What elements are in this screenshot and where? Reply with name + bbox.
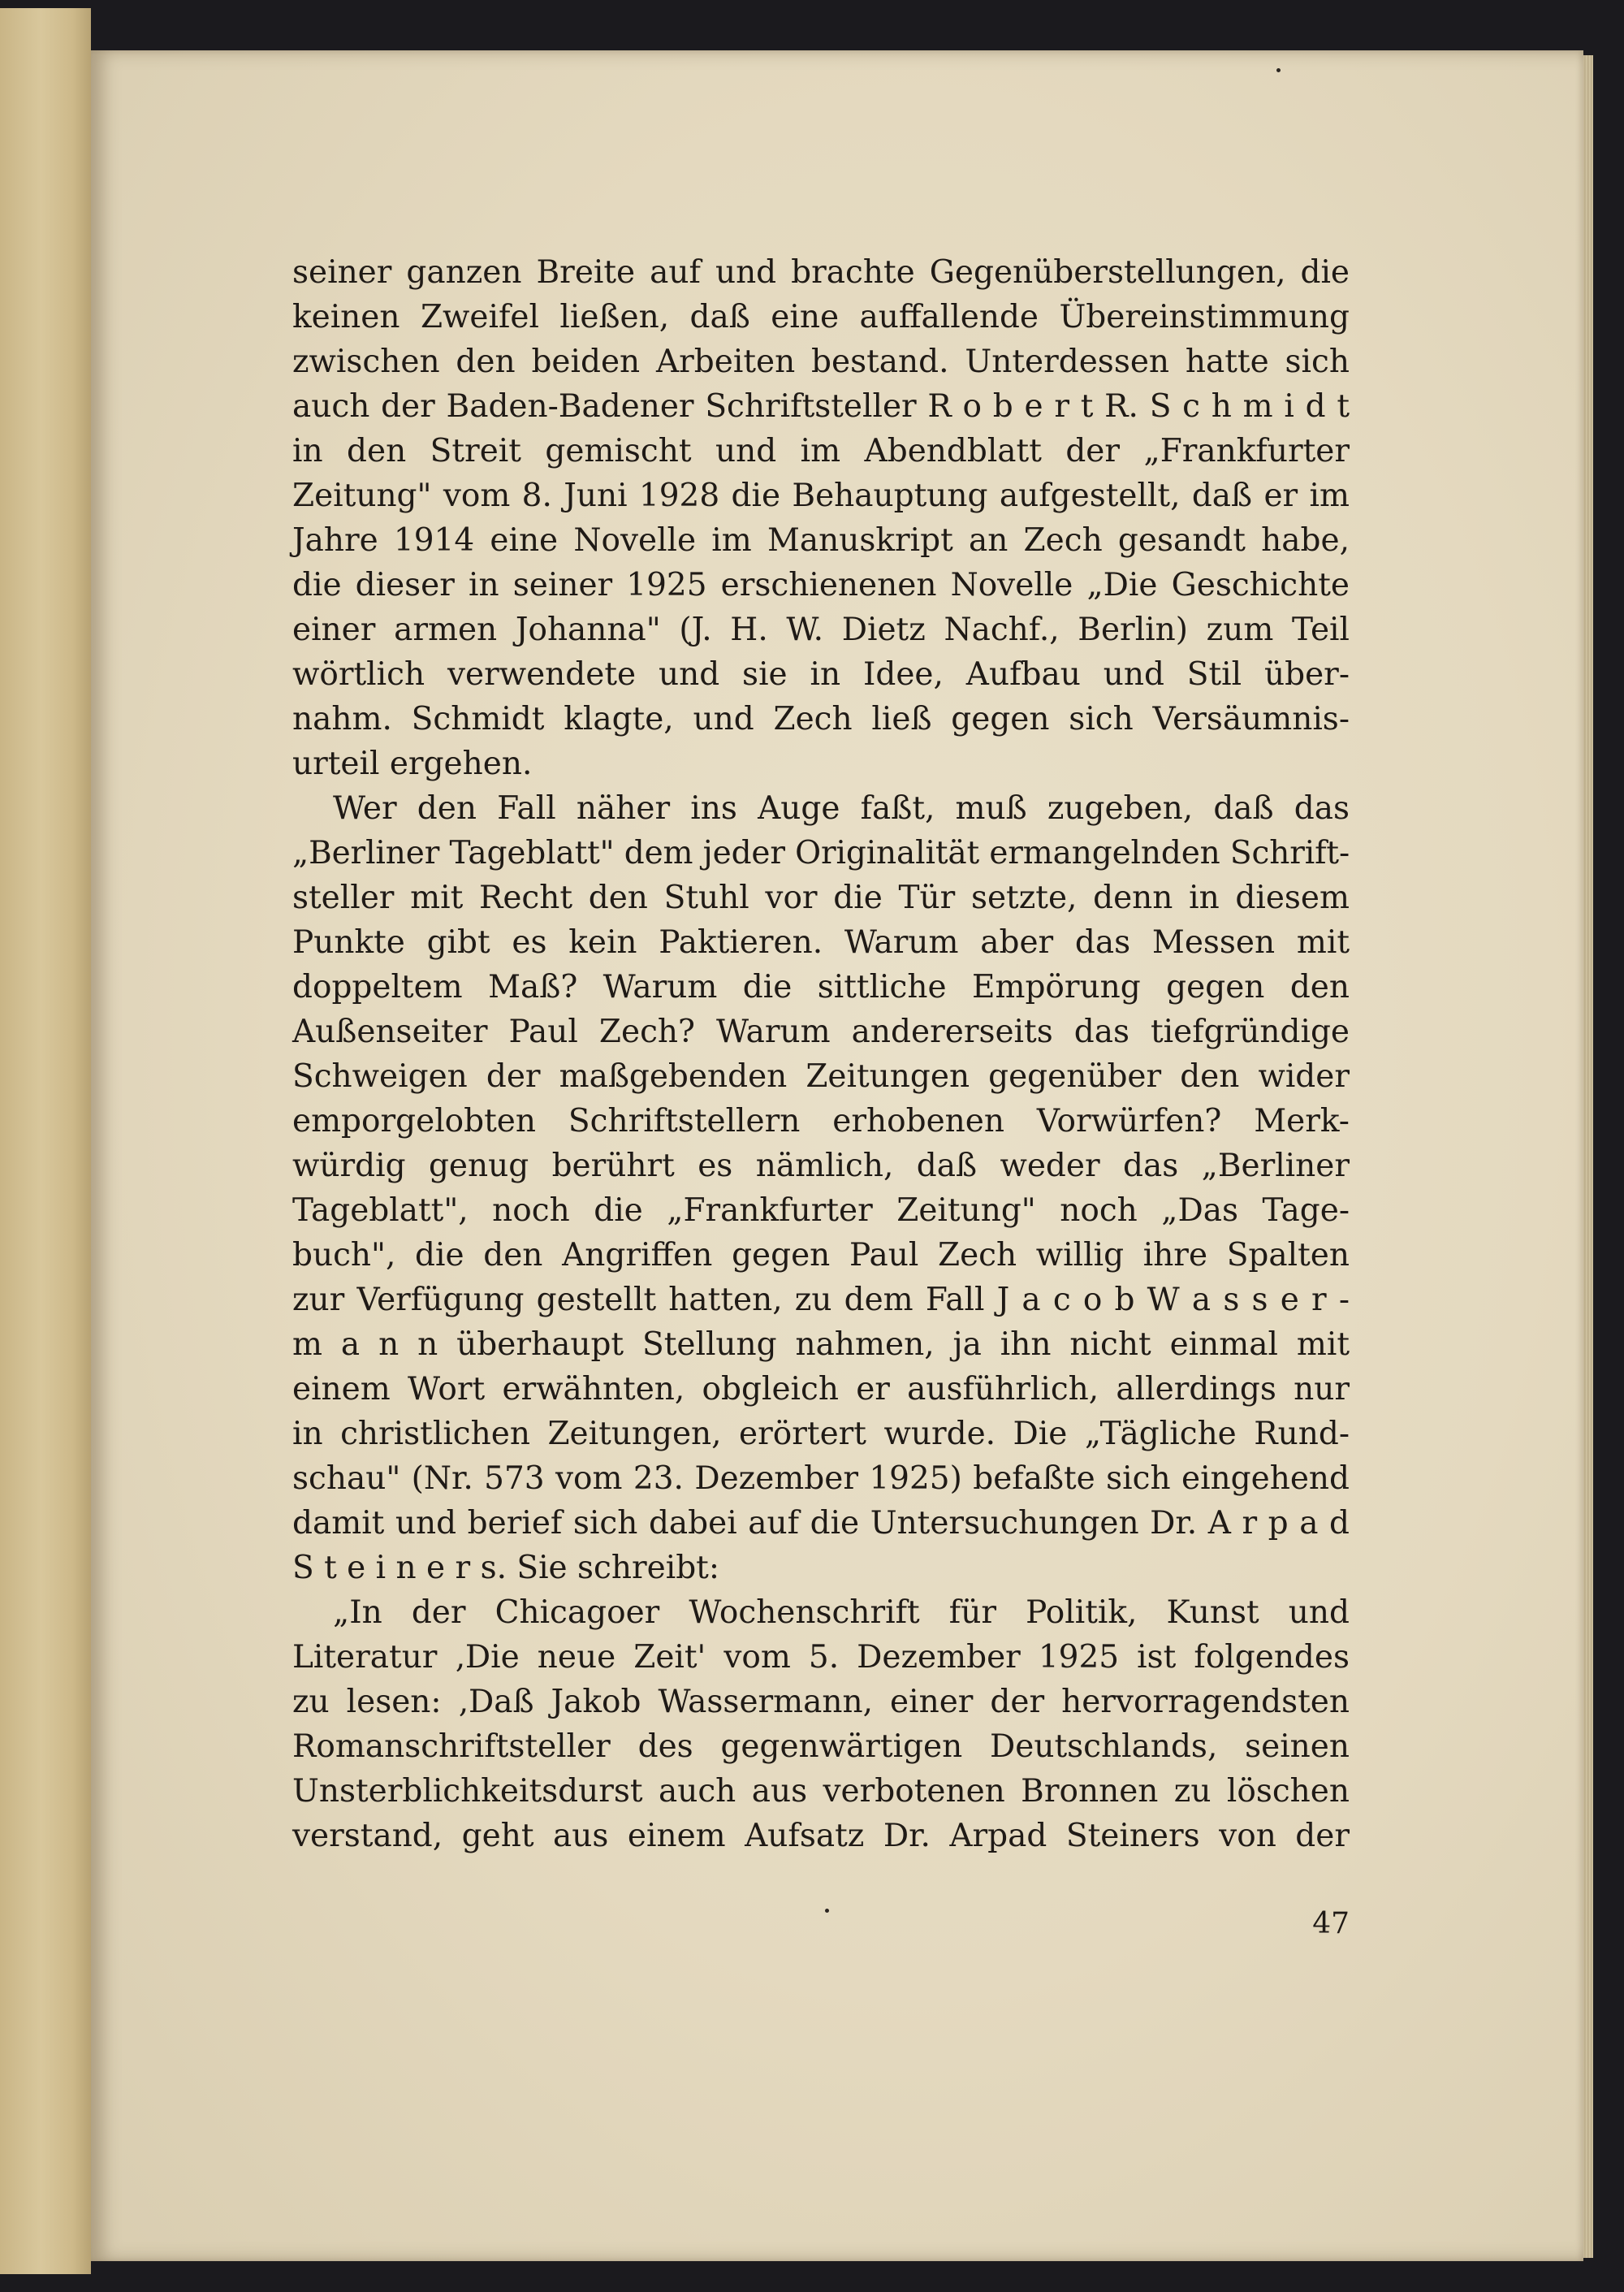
text-line: buch", die den Angriffen gegen Paul Zech willig ihre Spalten [292, 1237, 1350, 1274]
text-line: „Berliner Tageblatt" dem jeder Originalität ermangelnden Schrift- [292, 835, 1350, 871]
text-line: doppeltem Maß? Warum die sittliche Empörung gegen den [292, 969, 1350, 1005]
text-line: würdig genug berührt es nämlich, daß weder das „Berliner [292, 1148, 1350, 1184]
text-line: urteil ergehen. [292, 746, 533, 782]
text-line: wörtlich verwendete und sie in Idee, Aufbau und Stil über- [292, 656, 1350, 693]
text-line: auch der Baden-Badener Schriftsteller R o b e r t R. S c h m i d t [292, 388, 1350, 425]
text-line: Schweigen der maßgebenden Zeitungen gegenüber den wider [292, 1058, 1350, 1095]
print-speck [825, 1909, 829, 1913]
text-line: keinen Zweifel ließen, daß eine auffallende Übereinstimmung [292, 299, 1350, 335]
text-line: Unsterblichkeitsdurst auch aus verbotenen Bronnen zu löschen [292, 1773, 1350, 1810]
text-line: Literatur ‚Die neue Zeit' vom 5. Dezember 1925 ist folgendes [292, 1639, 1350, 1676]
text-line: einem Wort erwähnten, obgleich er ausführlich, allerdings nur [292, 1371, 1350, 1408]
text-line: zu lesen: ‚Daß Jakob Wassermann, einer der hervorragendsten [292, 1684, 1350, 1720]
text-line: Jahre 1914 eine Novelle im Manuskript an Zech gesandt habe, [292, 522, 1350, 559]
text-line: „In der Chicagoer Wochenschrift für Politik, Kunst und [333, 1594, 1350, 1631]
text-line: seiner ganzen Breite auf und brachte Gegenüberstellungen, die [292, 254, 1350, 291]
text-line: steller mit Recht den Stuhl vor die Tür setzte, denn in diesem [292, 880, 1350, 916]
text-line: Punkte gibt es kein Paktieren. Warum aber das Messen mit [292, 924, 1350, 961]
text-line: nahm. Schmidt klagte, und Zech ließ gegen sich Versäumnis- [292, 701, 1350, 737]
text-line: Zeitung" vom 8. Juni 1928 die Behauptung aufgestellt, daß er im [292, 478, 1350, 514]
text-line: zwischen den beiden Arbeiten bestand. Unterdessen hatte sich [292, 344, 1350, 380]
body-text [292, 250, 1350, 1858]
text-line: zur Verfügung gestellt hatten, zu dem Fall J a c o b W a s s e r - [292, 1282, 1350, 1318]
text-line: Außenseiter Paul Zech? Warum andererseits das tiefgründige [292, 1014, 1350, 1050]
page-number: 47 [1312, 1907, 1350, 1940]
text-line: Romanschriftsteller des gegenwärtigen Deutschlands, seinen [292, 1728, 1350, 1765]
text-line: in den Streit gemischt und im Abendblatt der „Frankfurter [292, 433, 1350, 469]
text-line: S t e i n e r s. Sie schreibt: [292, 1550, 719, 1586]
text-line: in christlichen Zeitungen, erörtert wurde. Die „Tägliche Rund- [292, 1416, 1350, 1452]
text-line: schau" (Nr. 573 vom 23. Dezember 1925) befaßte sich eingehend [292, 1460, 1350, 1497]
text-line: Tageblatt", noch die „Frankfurter Zeitung" noch „Das Tage- [292, 1192, 1350, 1229]
page-stack-edge [1583, 55, 1593, 2258]
left-facing-page-edge [0, 8, 91, 2274]
text-line: emporgelobten Schriftstellern erhobenen Vorwürfen? Merk- [292, 1103, 1350, 1140]
text-line: m a n n überhaupt Stellung nahmen, ja ihn nicht einmal mit [292, 1326, 1350, 1363]
print-speck [1276, 68, 1281, 72]
text-line: Wer den Fall näher ins Auge faßt, muß zugeben, daß das [333, 790, 1350, 827]
text-line: die dieser in seiner 1925 erschienenen Novelle „Die Geschichte [292, 567, 1350, 603]
text-line: damit und berief sich dabei auf die Untersuchungen Dr. A r p a d [292, 1505, 1350, 1542]
text-line: verstand, geht aus einem Aufsatz Dr. Arpad Steiners von der [292, 1818, 1350, 1854]
text-line: einer armen Johanna" (J. H. W. Dietz Nachf., Berlin) zum Teil [292, 612, 1350, 648]
